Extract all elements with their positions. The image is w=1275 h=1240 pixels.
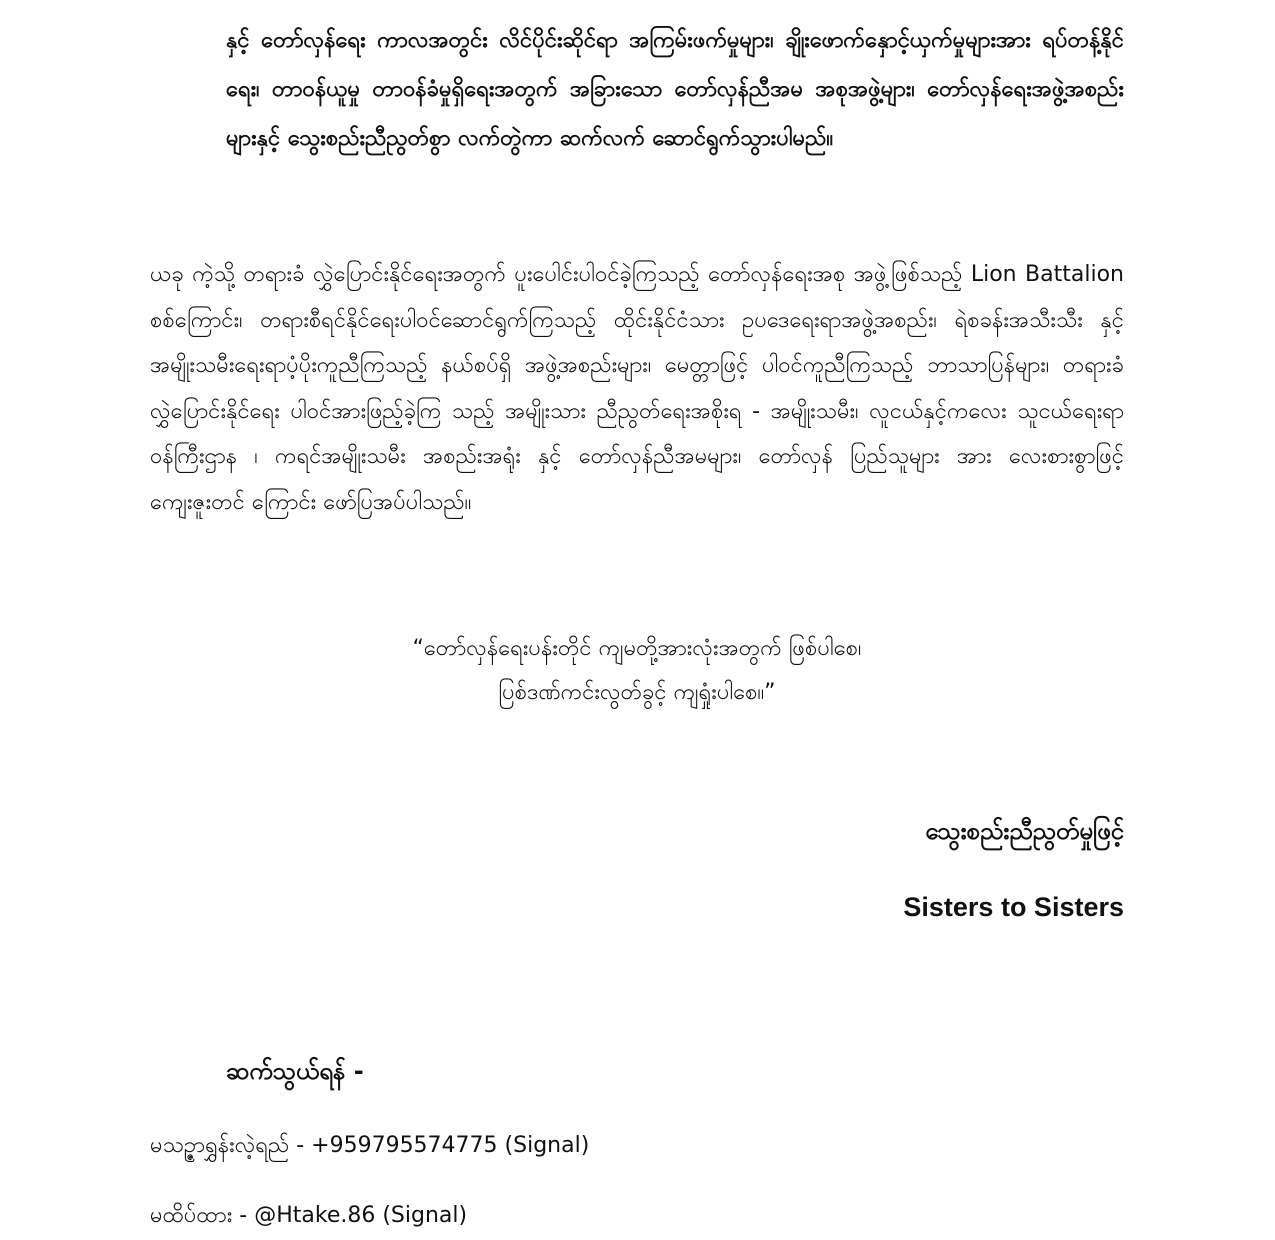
signature-myanmar: သွေးစည်းညီညွတ်မှုဖြင့် [925,817,1124,845]
intro-paragraph: နှင့် တော်လှန်ရေး ကာလအတွင်း လိင်ပိုင်းဆိုင်ရာ အကြမ်းဖက်မှုများ၊ ချိုးဖောက်နှောင့်ယှက်မှုများအား ရပ်တန့်နိုင်ရေး၊ တာဝန်ယူမှု တာဝန်ခံမှုရှိရေးအတွက် အခြားသော တော်လှန်ညီအမ အစုအဖွဲ့များ၊ တော်လှန်ရေးအဖွဲ့အစည်းများနှင့် သွေးစည်းညီညွတ်စွာ လက်တွဲကာ ဆက်လက် ဆောင်ရွက်သွားပါမည်။ [226,28,1124,151]
signature-organization: Sisters to Sisters [903,892,1124,922]
contact-line: မထိပ်ထား - @Htake.86 (Signal) [150,1203,468,1228]
contact-line: မသဉ္ဇာရွှန်းလဲ့ရည် - +959795574775 (Signal) [150,1133,590,1158]
quote-line-1: “တော်လှန်ရေးပန်းတိုင် ကျမတို့အားလုံးအတွက် ဖြစ်ပါစေ၊ [412,636,862,661]
quote-line-2: ပြစ်ဒဏ်ကင်းလွတ်ခွင့် ကျရှုံးပါစေ။” [498,680,776,705]
thanks-paragraph: ယခု ကဲ့သို့ တရားခံ လွှဲပြောင်းနိုင်ရေးအတွက် ပူးပေါင်းပါဝင်ခဲ့ကြသည့် တော်လှန်ရေးအစု အဖွဲ့ဖြစ်သည့် Lion Battalion စစ်ကြောင်း၊ တရားစီရင်နိုင်ရေးပါဝင်ဆောင်ရွက်ကြသည့် ထိုင်းနိုင်ငံသား ဥပဒေရေးရာအဖွဲ့အစည်း၊ ရဲစခန်းအသီးသီး နှင့် အမျိုးသမီးရေးရာပံ့ပိုးကူညီကြသည့် နယ်စပ်ရှိ အဖွဲ့အစည်းများ၊ မေတ္တာဖြင့် ပါဝင်ကူညီကြသည့် ဘာသာပြန်များ၊ တရားခံ လွှဲပြောင်းနိုင်ရေး ပါဝင်အားဖြည့်ခဲ့ကြ သည့် အမျိုးသား ညီညွတ်ရေးအစိုးရ - အမျိုးသမီး၊ လူငယ်နှင့်ကလေး သူငယ်ရေးရာ ဝန်ကြီးဌာန ၊ ကရင်အမျိုးသမီး အစည်းအရုံး နှင့် တော်လှန်ညီအမများ၊ တော်လှန် ပြည်သူများ အား လေးစားစွာဖြင့် ကျေးဇူးတင် ကြောင်း ဖော်ပြအပ်ပါသည်။ [150,262,1124,515]
closing-quote [150,627,1124,715]
contact-heading: ဆက်သွယ်ရန် - [226,1057,364,1085]
